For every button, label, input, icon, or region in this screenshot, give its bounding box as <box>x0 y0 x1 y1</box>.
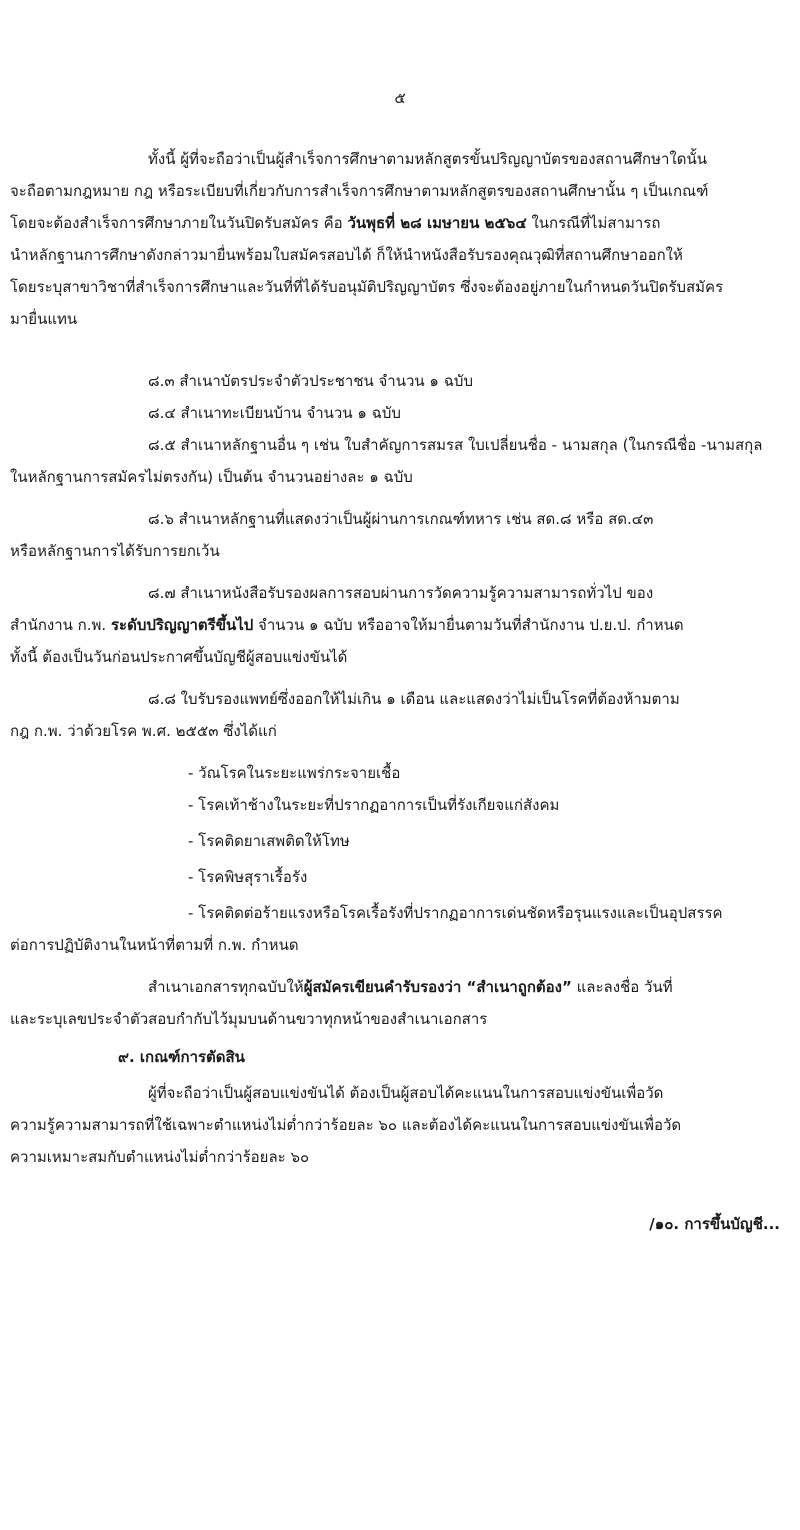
item-8-7-cont: ทั้งนี้ ต้องเป็นวันก่อนประกาศขึ้นบัญชีผู้สอบแข่งขันได้ <box>10 648 348 666</box>
disease-list-item: - โรคติดต่อร้ายแรงหรือโรคเรื้อรังที่ปรากฏอาการเด่นชัดหรือรุนแรงและเป็นอุปสรรค <box>188 904 723 922</box>
paragraph-line: จะถือตามกฎหมาย กฎ หรือระเบียบที่เกี่ยวกับการสำเร็จการศึกษาตามหลักสูตรของสถานศึกษานั้น ๆ เป็นเกณฑ์ <box>10 182 709 200</box>
section-9-heading: ๙. เกณฑ์การตัดสิน <box>118 1048 245 1066</box>
item-8-3: ๘.๓ สำเนาบัตรประจำตัวประชาชน จำนวน ๑ ฉบับ <box>148 372 473 390</box>
certification-phrase: ผู้สมัครเขียนคำรับรองว่า “สำเนาถูกต้อง” <box>303 978 572 996</box>
item-8-8: ๘.๘ ใบรับรองแพทย์ซึ่งออกให้ไม่เกิน ๑ เดือน และแสดงว่าไม่เป็นโรคที่ต้องห้ามตาม <box>148 690 680 708</box>
text-run: จำนวน ๑ ฉบับ หรืออาจให้มายื่นตามวันที่สำนักงาน ป.ย.ป. กำหนด <box>253 616 684 634</box>
section-9-line: ความรู้ความสามารถที่ใช้เฉพาะตำแหน่งไม่ต่ำกว่าร้อยละ ๖๐ และต้องได้คะแนนในการสอบแข่งขันเพื่อวัด <box>10 1116 682 1134</box>
paragraph-line: นำหลักฐานการศึกษาดังกล่าวมายื่นพร้อมใบสมัครสอบได้ ก็ให้นำหนังสือรับรองคุณวุฒิที่สถานศึกษาออกให้ <box>10 246 683 264</box>
item-8-7-cont <box>10 614 684 636</box>
text-run: และลงชื่อ วันที่ <box>571 978 673 996</box>
item-8-6-cont: หรือหลักฐานการได้รับการยกเว้น <box>10 542 220 560</box>
section-9-line: ความเหมาะสมกับตำแหน่งไม่ต่ำกว่าร้อยละ ๖๐ <box>10 1148 310 1166</box>
paragraph-line: มายื่นแทน <box>10 310 78 328</box>
item-8-6: ๘.๖ สำเนาหลักฐานที่แสดงว่าเป็นผู้ผ่านการเกณฑ์ทหาร เช่น สด.๘ หรือ สด.๔๓ <box>148 510 654 528</box>
disease-list-item: - โรคพิษสุราเรื้อรัง <box>188 868 308 886</box>
item-8-5: ๘.๕ สำเนาหลักฐานอื่น ๆ เช่น ใบสำคัญการสมรส ใบเปลี่ยนชื่อ - นามสกุล (ในกรณีชื่อ -นามสกุล <box>148 436 763 454</box>
text-run: โดยจะต้องสำเร็จการศึกษาภายในวันปิดรับสมัคร คือ <box>10 214 348 232</box>
disease-list-item: - วัณโรคในระยะแพร่กระจายเชื้อ <box>188 764 401 782</box>
text-run: สำเนาเอกสารทุกฉบับให้ <box>148 978 304 996</box>
disease-list-cont: ต่อการปฏิบัติงานในหน้าที่ตามที่ ก.พ. กำหนด <box>10 936 299 954</box>
paragraph-line: โดยระบุสาขาวิชาที่สำเร็จการศึกษาและวันที่ที่ได้รับอนุมัติปริญญาบัตร ซึ่งจะต้องอยู่ภายในกำหนดวันปิดรับสมัคร <box>10 278 724 296</box>
text-run: สำนักงาน ก.พ. <box>10 616 111 634</box>
copy-note <box>148 976 673 998</box>
copy-note-cont: และระบุเลขประจำตัวสอบกำกับไว้มุมบนด้านขวาทุกหน้าของสำเนาเอกสาร <box>10 1010 488 1028</box>
item-8-4: ๘.๔ สำเนาทะเบียนบ้าน จำนวน ๑ ฉบับ <box>148 404 401 422</box>
disease-list-item: - โรคเท้าช้างในระยะที่ปรากฏอาการเป็นที่รังเกียจแก่สังคม <box>188 796 560 814</box>
page-number: ๕ <box>394 89 406 107</box>
item-8-5-cont: ในหลักฐานการสมัครไม่ตรงกัน) เป็นต้น จำนวนอย่างละ ๑ ฉบับ <box>10 468 413 486</box>
section-9-line: ผู้ที่จะถือว่าเป็นผู้สอบแข่งขันได้ ต้องเป็นผู้สอบได้คะแนนในการสอบแข่งขันเพื่อวัด <box>148 1084 664 1102</box>
continuation-footer: /๑๐. การขึ้นบัญชี... <box>649 1215 780 1233</box>
item-8-8-cont: กฎ ก.พ. ว่าด้วยโรค พ.ศ. ๒๕๕๓ ซึ่งได้แก่ <box>10 722 277 740</box>
closing-date: วันพุธที่ ๒๘ เมษายน ๒๕๖๔ <box>347 214 527 232</box>
disease-list-item: - โรคติดยาเสพติดให้โทษ <box>188 832 350 850</box>
paragraph-line <box>10 212 660 234</box>
text-run: ในกรณีที่ไม่สามารถ <box>526 214 661 232</box>
degree-level: ระดับปริญญาตรีขึ้นไป <box>110 616 254 634</box>
paragraph-line: ทั้งนี้ ผู้ที่จะถือว่าเป็นผู้สำเร็จการศึกษาตามหลักสูตรขั้นปริญญาบัตรของสถานศึกษาใดนั้น <box>148 150 707 168</box>
item-8-7: ๘.๗ สำเนาหนังสือรับรองผลการสอบผ่านการวัดความรู้ความสามารถทั่วไป ของ <box>148 584 654 602</box>
